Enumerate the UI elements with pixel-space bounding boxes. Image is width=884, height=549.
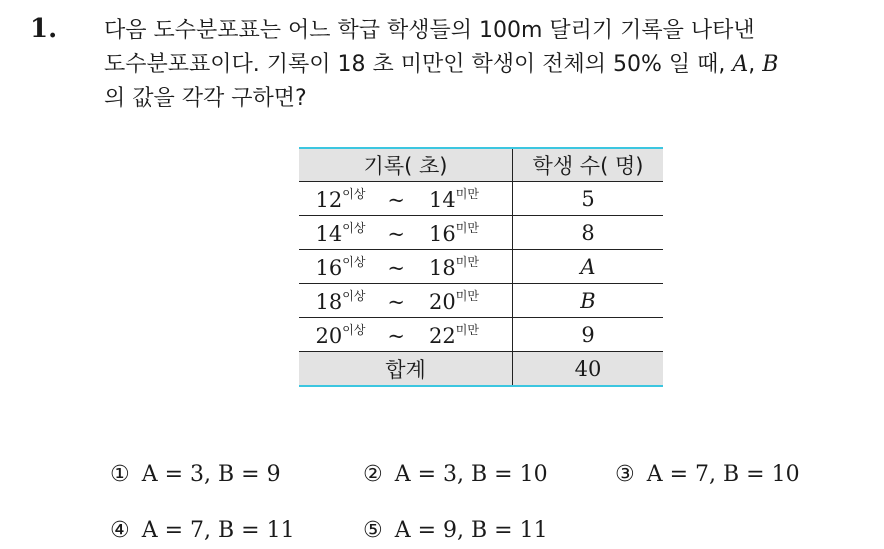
range-to: 20: [429, 290, 456, 314]
count-cell: 5: [513, 182, 664, 216]
table-total-row: [299, 352, 663, 387]
choice-mark: ④: [110, 518, 130, 543]
choice-mark: ①: [110, 462, 130, 487]
lower-label: 미만: [455, 187, 479, 201]
lower-label: 미만: [455, 255, 479, 269]
choice-mark: ③: [615, 462, 635, 487]
range-to: 16: [429, 222, 456, 246]
choice-text: A = 3, B = 10: [394, 462, 548, 487]
count-variable-a: A: [580, 254, 596, 279]
range-cell: [299, 250, 513, 284]
lower-label: 미만: [455, 289, 479, 303]
upper-label: 이상: [342, 221, 366, 235]
lower-label: 미만: [455, 323, 479, 337]
range-from: 16: [315, 256, 343, 280]
choice-text: A = 7, B = 11: [141, 518, 295, 543]
range-tilde: ~: [387, 324, 406, 348]
range-tilde: ~: [387, 222, 406, 246]
header-record: 기록( 초): [299, 148, 513, 182]
count-cell: [513, 250, 664, 284]
total-label: 합계: [299, 352, 513, 387]
range-from: 12: [315, 188, 343, 212]
choice-mark: ②: [363, 462, 383, 487]
range-tilde: ~: [387, 290, 406, 314]
range-to: 18: [429, 256, 456, 280]
total-value: 40: [513, 352, 664, 387]
range-cell: [299, 284, 513, 318]
table-row: [299, 284, 663, 318]
header-count: 학생 수( 명): [513, 148, 664, 182]
question-number: 1.: [30, 14, 58, 44]
table-row: [299, 318, 663, 352]
count-cell: 8: [513, 216, 664, 250]
choice-mark: ⑤: [363, 518, 383, 543]
range-cell: [299, 182, 513, 216]
choice-1[interactable]: [110, 462, 281, 487]
range-from: 14: [315, 222, 343, 246]
lower-label: 미만: [455, 221, 479, 235]
range-tilde: ~: [387, 188, 406, 212]
question-line-3: 의 값을 각각 구하면?: [104, 86, 307, 111]
choice-3[interactable]: [615, 462, 800, 487]
count-cell: [513, 284, 664, 318]
variable-a: A: [732, 52, 749, 77]
table-row: [299, 216, 663, 250]
upper-label: 이상: [342, 289, 366, 303]
question-line-2-text: 도수분포표이다. 기록이 18 초 미만인 학생이 전체의 50% 일 때,: [104, 52, 733, 77]
count-cell: 9: [513, 318, 664, 352]
table-row: [299, 250, 663, 284]
choice-text: A = 9, B = 11: [394, 518, 548, 543]
count-variable-b: B: [580, 288, 596, 313]
choice-5[interactable]: [363, 518, 548, 543]
variable-b: B: [762, 52, 779, 77]
range-tilde: ~: [387, 256, 406, 280]
table-header-row: [299, 148, 663, 182]
range-to: 14: [429, 188, 456, 212]
range-from: 20: [315, 324, 343, 348]
question-line-2: [104, 48, 874, 82]
range-to: 22: [429, 324, 456, 348]
choice-4[interactable]: [110, 518, 295, 543]
range-from: 18: [315, 290, 343, 314]
range-cell: [299, 318, 513, 352]
upper-label: 이상: [342, 255, 366, 269]
upper-label: 이상: [342, 323, 366, 337]
choice-2[interactable]: [363, 462, 548, 487]
comma: ,: [748, 52, 763, 77]
frequency-table: [299, 147, 663, 387]
table-row: [299, 182, 663, 216]
choice-text: A = 3, B = 9: [141, 462, 281, 487]
question-line-1: 다음 도수분포표는 어느 학급 학생들의 100m 달리기 기록을 나타낸: [104, 18, 755, 43]
question-text: [104, 14, 874, 116]
range-cell: [299, 216, 513, 250]
choice-text: A = 7, B = 10: [646, 462, 800, 487]
upper-label: 이상: [342, 187, 366, 201]
